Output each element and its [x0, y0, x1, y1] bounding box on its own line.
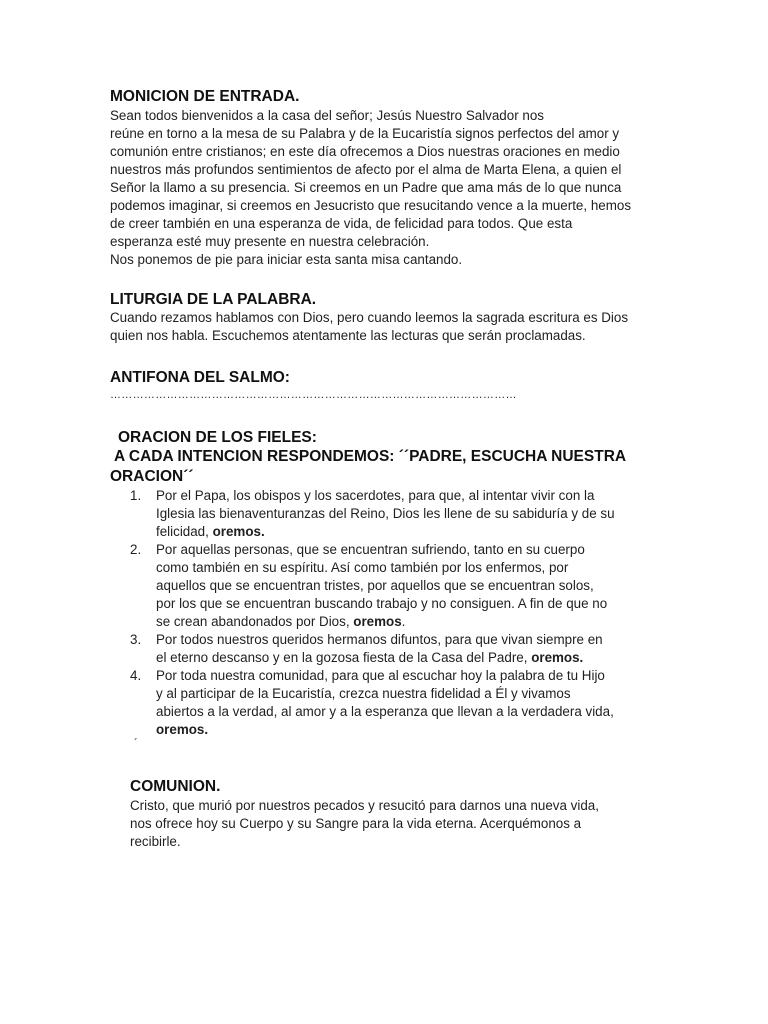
monicion-line: podemos imaginar, si creemos en Jesucristo que resucitando vence a la muerte, hemos: [110, 198, 632, 213]
monicion-line: nuestros más profundos sentimientos de afecto por el alma de Marta Elena, a quien el: [110, 162, 622, 177]
intention-line: felicidad,: [156, 524, 213, 539]
liturgia-line: quien nos habla. Escuchemos atentamente las lecturas que serán proclamadas.: [110, 328, 586, 343]
antifona-dotted-line: ………………………………………………………………………………………………: [110, 389, 517, 401]
intention-period: .: [401, 614, 406, 629]
intention-line: y al participar de la Eucaristía, crezca nuestra fidelidad a Él y vivamos: [156, 686, 571, 701]
monicion-line: Nos ponemos de pie para iniciar esta santa misa cantando.: [110, 252, 463, 267]
intention-line-wrap: [156, 721, 615, 739]
liturgia-title: LITURGIA DE LA PALABRA.: [110, 291, 317, 308]
monicion-line: reúne en torno a la mesa de su Palabra y de la Eucaristía signos perfectos del amor y: [110, 126, 620, 141]
intention-line: Por aquellas personas, que se encuentran sufriendo, tanto en su cuerpo: [156, 542, 585, 557]
response-oremos: oremos.: [531, 650, 584, 665]
oracion-response-instruction: A CADA INTENCION RESPONDEMOS: ´´PADRE, ESCUCHA NUESTRA: [114, 448, 627, 465]
comunion-line: Cristo, que murió por nuestros pecados y resucitó para darnos una nueva vida,: [130, 798, 599, 813]
comunion-line: recibirle.: [130, 834, 181, 849]
monicion-line: de creer también en una esperanza de vida, de felicidad para todos. Que esta: [110, 216, 573, 231]
intention-number: 4.: [130, 668, 142, 683]
comunion-paragraph: [130, 797, 599, 851]
antifona-title: ANTIFONA DEL SALMO:: [110, 369, 290, 386]
comunion-title: COMUNION.: [130, 778, 221, 795]
intention-number: 2.: [130, 542, 142, 557]
monicion-line: esperanza esté muy presente en nuestra celebración.: [110, 234, 430, 249]
stray-accent-mark: ´: [134, 736, 138, 750]
intention-line: Por toda nuestra comunidad, para que al escuchar hoy la palabra de tu Hijo: [156, 668, 605, 683]
comunion-line: nos ofrece hoy su Cuerpo y su Sangre para la vida eterna. Acerquémonos a: [130, 816, 582, 831]
intention-item: [130, 487, 615, 541]
intention-line: por los que se encuentran buscando trabajo y no consiguen. A fin de que no: [156, 596, 608, 611]
response-oremos: oremos: [353, 614, 402, 629]
monicion-line: Sean todos bienvenidos a la casa del señor; Jesús Nuestro Salvador nos: [110, 108, 544, 123]
monicion-line: comunión entre cristianos; en este día ofrecemos a Dios nuestras oraciones en medio: [110, 144, 620, 159]
intention-number: 3.: [130, 632, 142, 647]
intention-item: [130, 541, 615, 631]
intention-line: se crean abandonados por Dios,: [156, 614, 354, 629]
monicion-paragraph: [110, 107, 631, 269]
response-oremos: oremos.: [156, 722, 209, 737]
intention-line-wrap: [156, 649, 615, 667]
oracion-title: ORACION DE LOS FIELES:: [118, 429, 317, 446]
monicion-title: MONICION DE ENTRADA.: [110, 88, 300, 105]
intention-line: Por el Papa, los obispos y los sacerdotes, para que, al intentar vivir con la: [156, 488, 595, 503]
intention-number: 1.: [130, 488, 142, 503]
intention-line: el eterno descanso y en la gozosa fiesta de la Casa del Padre,: [156, 650, 532, 665]
intention-item: [130, 631, 615, 667]
intention-line-wrap: [156, 613, 615, 631]
intention-line: Por todos nuestros queridos hermanos difuntos, para que vivan siempre en: [156, 632, 603, 647]
intention-line: como también en su espíritu. Así como también por los enfermos, por: [156, 560, 569, 575]
oracion-response-instruction-cont: ORACION´´: [110, 468, 194, 485]
liturgia-line: Cuando rezamos hablamos con Dios, pero cuando leemos la sagrada escritura es Dios: [110, 310, 629, 325]
intention-line: aquellos que se encuentran tristes, por aquellos que se encuentran solos,: [156, 578, 594, 593]
intention-item: [130, 667, 615, 739]
intention-line-wrap: [156, 523, 615, 541]
response-oremos: oremos.: [212, 524, 265, 539]
monicion-line: Señor la llamo a su presencia. Si creemos en un Padre que ama más de lo que nunca: [110, 180, 622, 195]
intentions-list: [130, 487, 615, 739]
intention-line: abiertos a la verdad, al amor y a la esperanza que llevan a la verdadera vida,: [156, 704, 614, 719]
intention-line: Iglesia las bienaventuranzas del Reino, Dios les llene de su sabiduría y de su: [156, 506, 615, 521]
liturgia-paragraph: [110, 309, 628, 345]
